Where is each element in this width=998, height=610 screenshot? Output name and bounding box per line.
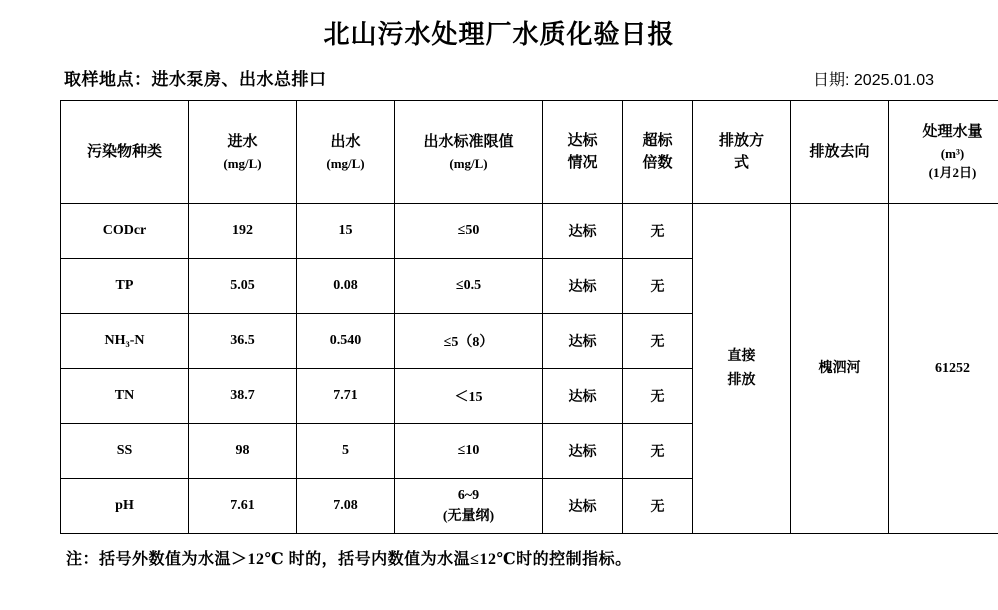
cell-effluent: 7.71: [297, 369, 395, 424]
cell-influent: 36.5: [189, 314, 297, 369]
column-header-pollutant: [61, 101, 189, 204]
cell-pollutant: NH₃-N: [61, 314, 189, 369]
ph-standard-range: 6~9: [396, 485, 541, 506]
cell-compliance: 达标: [543, 204, 623, 259]
meta-row: [60, 65, 938, 90]
column-header-volume-line3: (1月2日): [890, 163, 998, 183]
cell-pollutant: TN: [61, 369, 189, 424]
column-header-effluent-text: 出水: [298, 131, 393, 154]
column-header-effluent-unit: (mg/L): [298, 154, 393, 174]
cell-influent: 5.05: [189, 259, 297, 314]
cell-influent: 98: [189, 424, 297, 479]
cell-effluent: 0.540: [297, 314, 395, 369]
column-header-volume-line1: 处理水量: [890, 121, 998, 144]
cell-standard: ≤10: [395, 424, 543, 479]
cell-effluent: 5: [297, 424, 395, 479]
cell-compliance: 达标: [543, 314, 623, 369]
column-header-standard: [395, 101, 543, 204]
cell-standard: ≤0.5: [395, 259, 543, 314]
column-header-volume-line2: (m³): [890, 144, 998, 164]
column-header-influent-unit: (mg/L): [190, 154, 295, 174]
column-header-compliance: [543, 101, 623, 204]
column-header-exceed: [623, 101, 693, 204]
cell-standard: [395, 479, 543, 534]
column-header-exceed-line1: 超标: [624, 130, 691, 153]
cell-treated-volume: 61252: [889, 204, 998, 534]
cell-exceed: 无: [623, 204, 693, 259]
cell-exceed: 无: [623, 479, 693, 534]
cell-compliance: 达标: [543, 259, 623, 314]
cell-standard: ≤50: [395, 204, 543, 259]
cell-exceed: 无: [623, 424, 693, 479]
cell-effluent: 7.08: [297, 479, 395, 534]
cell-exceed: 无: [623, 314, 693, 369]
cell-influent: 192: [189, 204, 297, 259]
cell-pollutant: pH: [61, 479, 189, 534]
column-header-influent-text: 进水: [190, 131, 295, 154]
page-title: 北山污水处理厂水质化验日报: [60, 14, 938, 51]
column-header-compliance-line2: 情况: [544, 152, 621, 175]
cell-effluent: 15: [297, 204, 395, 259]
table-row: [61, 204, 998, 259]
column-header-effluent: [297, 101, 395, 204]
column-header-pollutant-text: 污染物种类: [62, 141, 187, 164]
water-quality-table: [60, 100, 998, 534]
cell-pollutant: CODcr: [61, 204, 189, 259]
cell-pollutant: SS: [61, 424, 189, 479]
cell-effluent: 0.08: [297, 259, 395, 314]
column-header-standard-unit: (mg/L): [396, 154, 541, 174]
cell-compliance: 达标: [543, 479, 623, 534]
sample-location: 取样地点：进水泵房、出水总排口: [64, 65, 327, 90]
cell-standard: ≤5（8）: [395, 314, 543, 369]
column-header-standard-text: 出水标准限值: [396, 131, 541, 154]
ph-standard-unit: (无量纲): [396, 506, 541, 527]
column-header-discharge-destination-text: 排放去向: [792, 141, 887, 164]
discharge-method-line1: 直接: [694, 345, 789, 369]
discharge-method-line2: 排放: [694, 369, 789, 393]
table-header-row: [61, 101, 998, 204]
cell-compliance: 达标: [543, 369, 623, 424]
footnote: 注：括号外数值为水温＞12℃ 时的，括号内数值为水温≤12℃时的控制指标。: [60, 546, 938, 569]
cell-standard: ＜15: [395, 369, 543, 424]
column-header-compliance-line1: 达标: [544, 130, 621, 153]
cell-influent: 38.7: [189, 369, 297, 424]
cell-discharge-method: [693, 204, 791, 534]
column-header-discharge-method-line2: 式: [694, 152, 789, 175]
column-header-discharge-method: [693, 101, 791, 204]
column-header-discharge-method-line1: 排放方: [694, 130, 789, 153]
cell-exceed: 无: [623, 259, 693, 314]
report-page: [0, 14, 998, 610]
report-date: 日期: 2025.01.03: [813, 67, 934, 90]
cell-influent: 7.61: [189, 479, 297, 534]
cell-exceed: 无: [623, 369, 693, 424]
column-header-discharge-destination: [791, 101, 889, 204]
column-header-influent: [189, 101, 297, 204]
cell-compliance: 达标: [543, 424, 623, 479]
column-header-exceed-line2: 倍数: [624, 152, 691, 175]
cell-discharge-destination: 槐泗河: [791, 204, 889, 534]
column-header-volume: [889, 101, 998, 204]
cell-pollutant: TP: [61, 259, 189, 314]
